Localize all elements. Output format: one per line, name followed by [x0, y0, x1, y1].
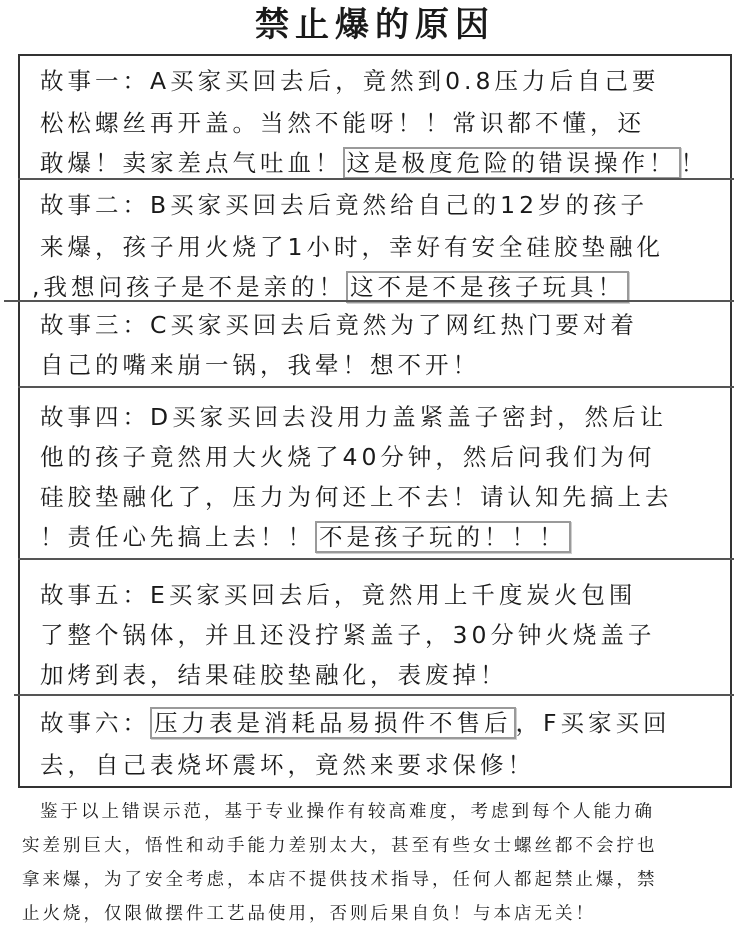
story-1-line-1: 故事一：A买家买回去后，竟然到0.8压力后自己要	[40, 67, 660, 95]
story-1-tail: ！	[680, 149, 708, 177]
story-6-line-1	[40, 706, 671, 740]
story-1-line-2: 松松螺丝再开盖。当然不能呀！！常识都不懂，还	[40, 109, 645, 137]
story-4-line-2: 他的孩子竟然用大火烧了40分钟，然后问我们为何	[40, 443, 656, 471]
disclaimer-line-1: 鉴于以上错误示范，基于专业操作有较高难度，考虑到每个人能力确	[40, 802, 655, 822]
story-5-line-3: 加烤到表，结果硅胶垫融化，表废掉！	[40, 661, 508, 689]
story-4-text: ！责任心先搞上去！！	[40, 523, 315, 551]
story-6-prefix: 故事六：	[40, 709, 150, 737]
divider	[18, 386, 734, 388]
page-title: 禁止爆的原因	[255, 5, 495, 45]
disclaimer-line-2: 实差别巨大，悟性和动手能力差别太大，甚至有些女士螺丝都不会拧也	[22, 836, 658, 856]
story-6-line-2: 去，自己表烧坏震坏，竟然来要求保修！	[40, 751, 535, 779]
divider	[18, 558, 734, 560]
stories-frame	[18, 54, 732, 788]
story-2-highlight: 这不是不是孩子玩具！	[346, 271, 629, 303]
story-1-highlight: 这是极度危险的错误操作！	[343, 147, 681, 179]
story-4-line-1: 故事四：D买家买回去没用力盖紧盖子密封，然后让	[40, 403, 668, 431]
disclaimer-line-3: 拿来爆，为了安全考虑，本店不提供技术指导，任何人都起禁止爆，禁	[22, 870, 658, 890]
divider	[14, 694, 734, 696]
story-1-line-3	[40, 146, 708, 180]
story-6-tail: ，F买家买回	[515, 709, 671, 737]
story-4-highlight: 不是孩子玩的！！！	[315, 521, 571, 553]
story-6-highlight: 压力表是消耗品易损件不售后	[150, 707, 516, 739]
story-5-line-1: 故事五：E买家买回去后，竟然用上千度炭火包围	[40, 581, 637, 609]
divider	[18, 178, 734, 180]
story-2-line-2: 来爆，孩子用火烧了1小时，幸好有安全硅胶垫融化	[40, 233, 664, 261]
story-1-text: 敢爆！卖家差点气吐血！	[40, 149, 343, 177]
disclaimer-line-4: 止火烧，仅限做摆件工艺品使用，否则后果自负！与本店无关！	[22, 904, 596, 924]
story-3-line-2: 自己的嘴来崩一锅，我晕！想不开！	[40, 351, 480, 379]
story-2-line-3	[32, 270, 629, 304]
story-3-line-1: 故事三：C买家买回去后竟然为了网红热门要对着	[40, 311, 638, 339]
story-2-line-1: 故事二：B买家买回去后竟然给自己的12岁的孩子	[40, 191, 649, 219]
story-4-line-3: 硅胶垫融化了，压力为何还上不去！请认知先搞上去	[40, 483, 673, 511]
story-2-text: ,我想问孩子是不是亲的！	[32, 273, 346, 301]
divider	[4, 300, 734, 302]
story-5-line-2: 了整个锅体，并且还没拧紧盖子，30分钟火烧盖子	[40, 621, 656, 649]
story-4-line-4	[40, 520, 571, 554]
